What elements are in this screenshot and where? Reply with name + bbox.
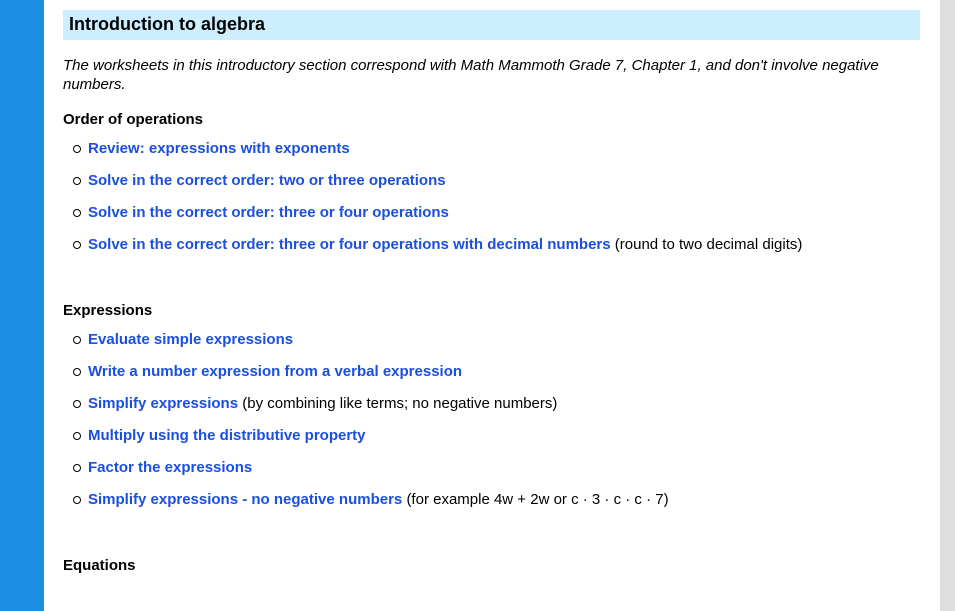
- bullet-icon: [73, 432, 81, 440]
- bullet-icon: [73, 336, 81, 344]
- bullet-icon: [73, 241, 81, 249]
- bullet-icon: [73, 209, 81, 217]
- worksheet-note: (by combining like terms; no negative numbers): [242, 395, 558, 412]
- list-item: [63, 388, 920, 420]
- section-title: Introduction to algebra: [63, 10, 920, 40]
- list-item: [63, 452, 920, 484]
- worksheet-note: (for example 4w + 2w or c · 3 · c · c · 7): [406, 491, 669, 508]
- section-intro: The worksheets in this introductory section correspond with Math Mammoth Grade 7, Chapter 1, and don't involve negative numbers.: [63, 57, 879, 93]
- worksheet-note: (round to two decimal digits): [614, 236, 803, 253]
- list-order-of-operations: [63, 133, 920, 261]
- list-item: [63, 165, 920, 197]
- bullet-icon: [73, 177, 81, 185]
- bullet-icon: [73, 145, 81, 153]
- left-color-bar: [0, 0, 44, 611]
- worksheet-link[interactable]: Multiply using the distributive property: [88, 427, 366, 444]
- list-item: [63, 324, 920, 356]
- bullet-icon: [73, 464, 81, 472]
- bullet-icon: [73, 496, 81, 504]
- worksheet-link[interactable]: Review: expressions with exponents: [88, 140, 350, 157]
- worksheet-link[interactable]: Simplify expressions: [88, 395, 239, 412]
- worksheet-link[interactable]: Solve in the correct order: three or four operations with decimal numbers: [88, 236, 611, 253]
- worksheet-link[interactable]: Evaluate simple expressions: [88, 331, 294, 348]
- list-item: [63, 420, 920, 452]
- worksheet-link[interactable]: Factor the expressions: [88, 459, 253, 476]
- list-expressions: [63, 324, 920, 516]
- heading-equations: Equations: [63, 557, 136, 574]
- list-item: [63, 484, 920, 516]
- right-scroll-gutter: [940, 0, 955, 611]
- worksheet-link[interactable]: Solve in the correct order: two or three operations: [88, 172, 446, 189]
- list-item: [63, 356, 920, 388]
- worksheet-link[interactable]: Simplify expressions - no negative numbers: [88, 491, 403, 508]
- list-item: [63, 229, 920, 261]
- worksheet-link[interactable]: Write a number expression from a verbal expression: [88, 363, 463, 380]
- list-item: [63, 133, 920, 165]
- heading-order-of-operations: Order of operations: [63, 111, 204, 128]
- worksheet-link[interactable]: Solve in the correct order: three or four operations: [88, 204, 449, 221]
- heading-expressions: Expressions: [63, 302, 153, 319]
- bullet-icon: [73, 400, 81, 408]
- main-content: [63, 10, 920, 575]
- list-item: [63, 197, 920, 229]
- bullet-icon: [73, 368, 81, 376]
